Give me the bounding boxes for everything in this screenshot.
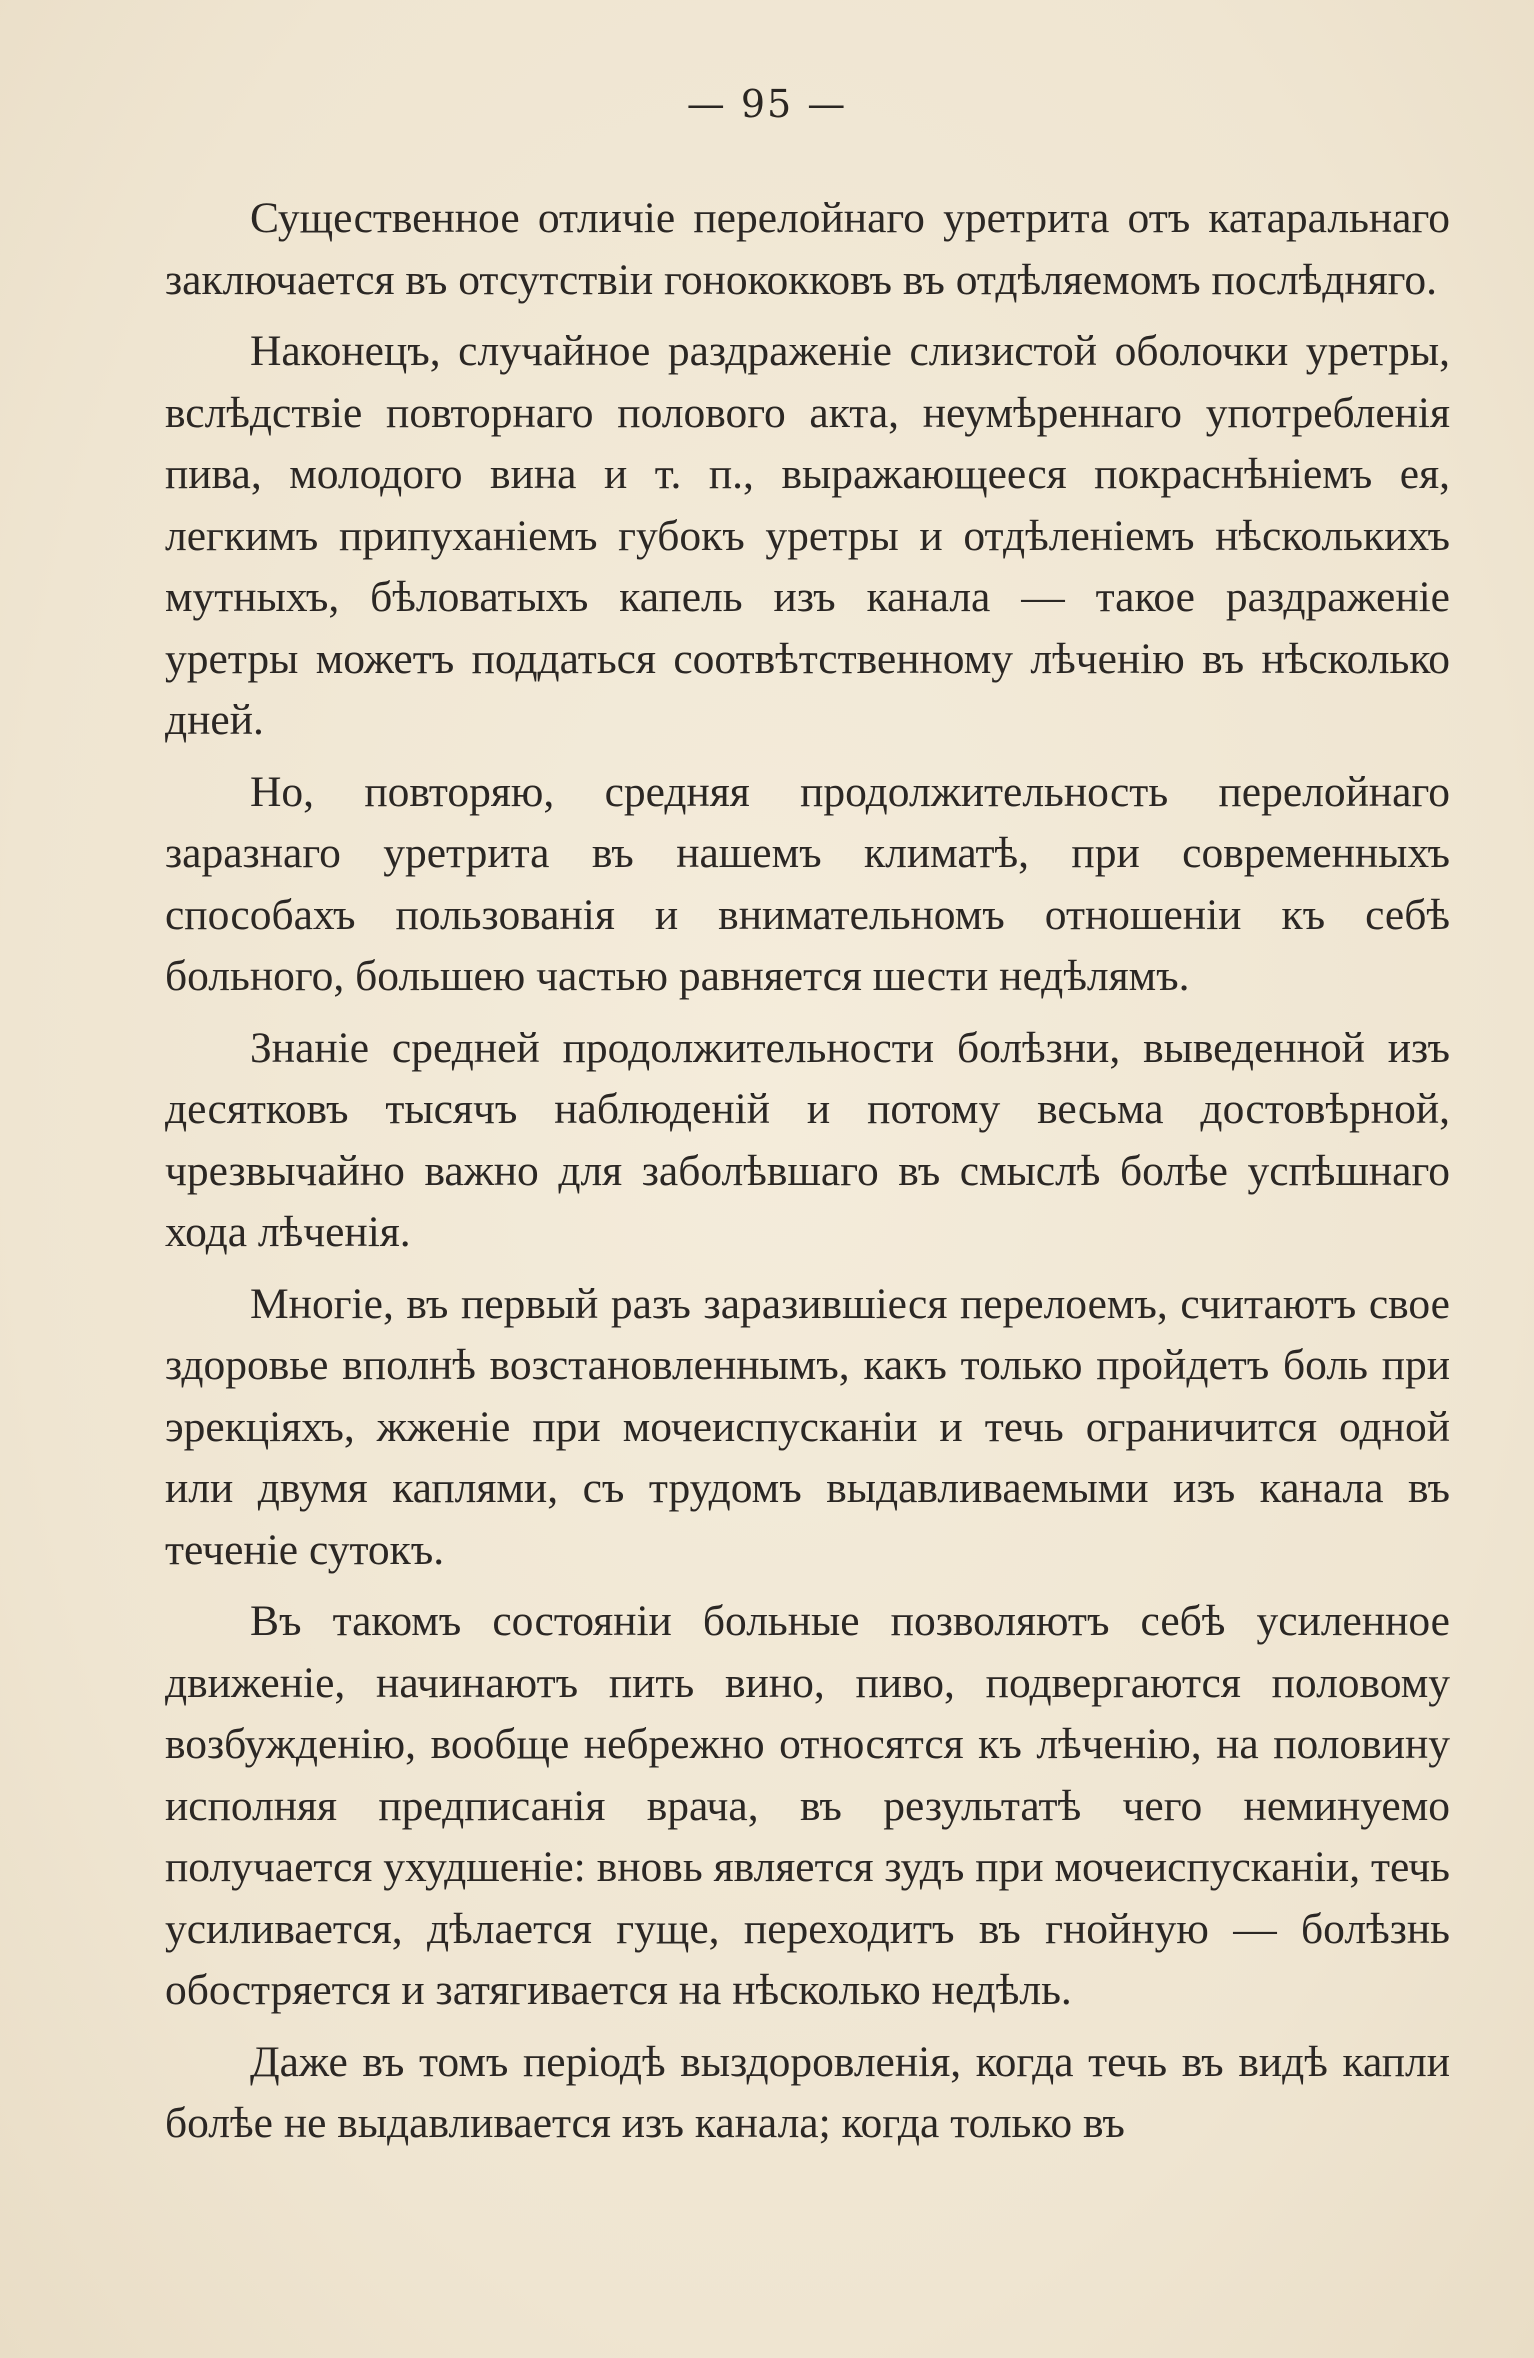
paragraph-1: Существенное отличіе перелойнаго уретрита отъ катаральнаго заключается въ отсутствіи гонококковъ въ отдѣляемомъ послѣдняго. (165, 194, 1450, 304)
paragraph-6: Въ такомъ состояніи больные позволяютъ себѣ усиленное движеніе, начинаютъ пить вино, пиво, подвергаются половому возбужденію, вообще небрежно относятся къ лѣченію, на половину исполняя предписанія врача, въ результатѣ чего неминуемо получается ухудшеніе: вновь является зудъ при мочеиспусканіи, течь усиливается, дѣлается гуще, переходитъ въ гнойную — болѣзнь обостряется и затягивается на нѣсколько недѣль. (165, 1597, 1450, 2014)
page-body-text (165, 188, 1450, 2155)
paragraph-7: Даже въ томъ періодѣ выздоровленія, когда течь въ видѣ капли болѣе не выдавливается изъ канала; когда только въ (165, 2037, 1450, 2147)
paragraph-2: Наконецъ, случайное раздраженіе слизистой оболочки уретры, вслѣдствіе повторнаго полового акта, неумѣреннаго употребленія пива, молодого вина и т. п., выражающееся покраснѣніемъ ея, легкимъ припуханіемъ губокъ уретры и отдѣленіемъ нѣсколькихъ мутныхъ, бѣловатыхъ капель изъ канала — такое раздраженіе уретры можетъ поддаться соотвѣтственному лѣченію въ нѣсколько дней. (165, 327, 1450, 744)
paragraph-3: Но, повторяю, средняя продолжительность перелойнаго заразнаго уретрита въ нашемъ климатѣ, при современныхъ способахъ пользованія и внимательномъ отношеніи къ себѣ больного, большею частью равняется шести недѣлямъ. (165, 767, 1450, 1000)
paragraph-4: Знаніе средней продолжительности болѣзни, выведенной изъ десятковъ тысячъ наблюденій и потому весьма достовѣрной, чрезвычайно важно для заболѣвшаго въ смыслѣ болѣе успѣшнаго хода лѣченія. (165, 1023, 1450, 1256)
paragraph-5: Многіе, въ первый разъ заразившіеся перелоемъ, считаютъ свое здоровье вполнѣ возстановленнымъ, какъ только пройдетъ боль при эрекціяхъ, жженіе при мочеиспусканіи и течь ограничится одной или двумя каплями, съ трудомъ выдавливаемыми изъ канала въ теченіе сутокъ. (165, 1279, 1450, 1574)
page-number: — 95 — (686, 82, 848, 126)
